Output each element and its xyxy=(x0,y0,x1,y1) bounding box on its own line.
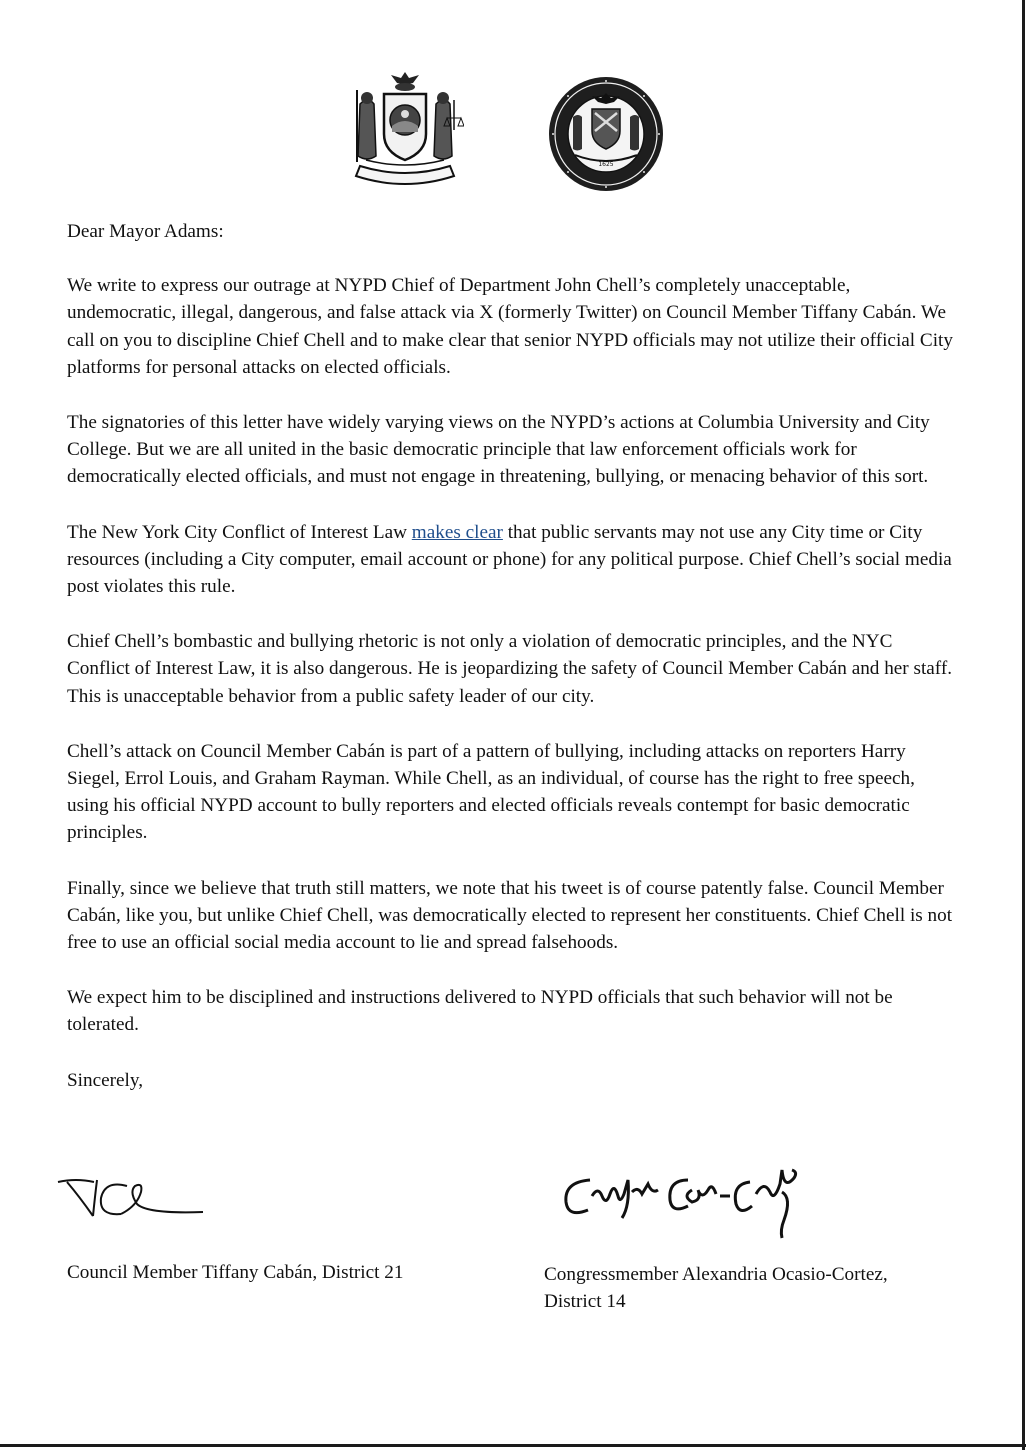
paragraph-expectation: We expect him to be disciplined and instructions delivered to NYPD officials that such behavior will not be tolerated. xyxy=(67,987,893,1036)
page-border xyxy=(0,1444,1026,1447)
salutation: Dear Mayor Adams: xyxy=(67,221,224,242)
conflict-text-after: that public servants may not use any City time or City resources (including a City computer, email account or phone) for any political purpose. Chief Chell’s social media post violates this rule. xyxy=(67,521,952,598)
signature-ocasio-cortez-icon xyxy=(560,1162,810,1242)
page-border xyxy=(1022,0,1025,1450)
nyc-city-seal-icon xyxy=(545,75,667,193)
paragraph-outrage: We write to express our outrage at NYPD Chief of Department John Chell’s completely unacceptable, undemocratic, illegal, dangerous, and false attack via X (formerly Twitter) on Council Member Tiffany Cabán. We call on you to discipline Chief Chell and to make clear that senior NYPD officials may not utilize their official City platforms for personal attacks on elected officials. xyxy=(67,275,953,378)
paragraph-truth: Finally, since we believe that truth still matters, we note that his tweet is of course patently false. Council Member Cabán, like you, but unlike Chief Chell, was democratically elected to represent her constituents. Chief Chell is not free to use an official social media account to lie and spread falsehoods. xyxy=(67,877,953,954)
closing: Sincerely, xyxy=(67,1069,144,1091)
makes-clear-link[interactable]: makes clear xyxy=(411,521,503,543)
paragraph-pattern: Chell’s attack on Council Member Cabán is part of a pattern of bullying, including attacks on reporters Harry Siegel, Errol Louis, and Graham Rayman. While Chell, as an individual, of course has the right to free speech, using his official NYPD account to bully reporters and elected officials reveals contempt for basic democratic principles. xyxy=(67,740,915,844)
ny-state-seal-icon xyxy=(346,70,464,188)
signatory-caban: Council Member Tiffany Cabán, District 21 xyxy=(67,1262,404,1283)
paragraph-rhetoric: Chief Chell’s bombastic and bullying rhetoric is not only a violation of democratic principles, and the NYC Conflict of Interest Law, it is also dangerous. He is jeopardizing the safety of Council Member Cabán and her staff. This is unacceptable behavior from a public safety leader of our city. xyxy=(67,631,953,707)
signatory-ocasio-cortez xyxy=(544,1261,964,1315)
letter-body xyxy=(67,218,957,1094)
signature-caban-icon xyxy=(55,1162,215,1234)
signatory-ocasio-cortez-line2: District 14 xyxy=(544,1291,626,1313)
paragraph-signatories: The signatories of this letter have widely varying views on the NYPD’s actions at Columbia University and City College. But we are all united in the basic democratic principle that law enforcement officials work for democratically elected officials, and must not engage in threatening, bullying, or menacing behavior of this sort. xyxy=(67,412,930,488)
conflict-text-before: The New York City Conflict of Interest Law xyxy=(67,521,412,543)
signatory-ocasio-cortez-line1: Congressmember Alexandria Ocasio-Cortez, xyxy=(544,1264,888,1285)
paragraph-conflict-of-interest xyxy=(67,519,957,601)
svg-text:1625: 1625 xyxy=(598,161,614,168)
